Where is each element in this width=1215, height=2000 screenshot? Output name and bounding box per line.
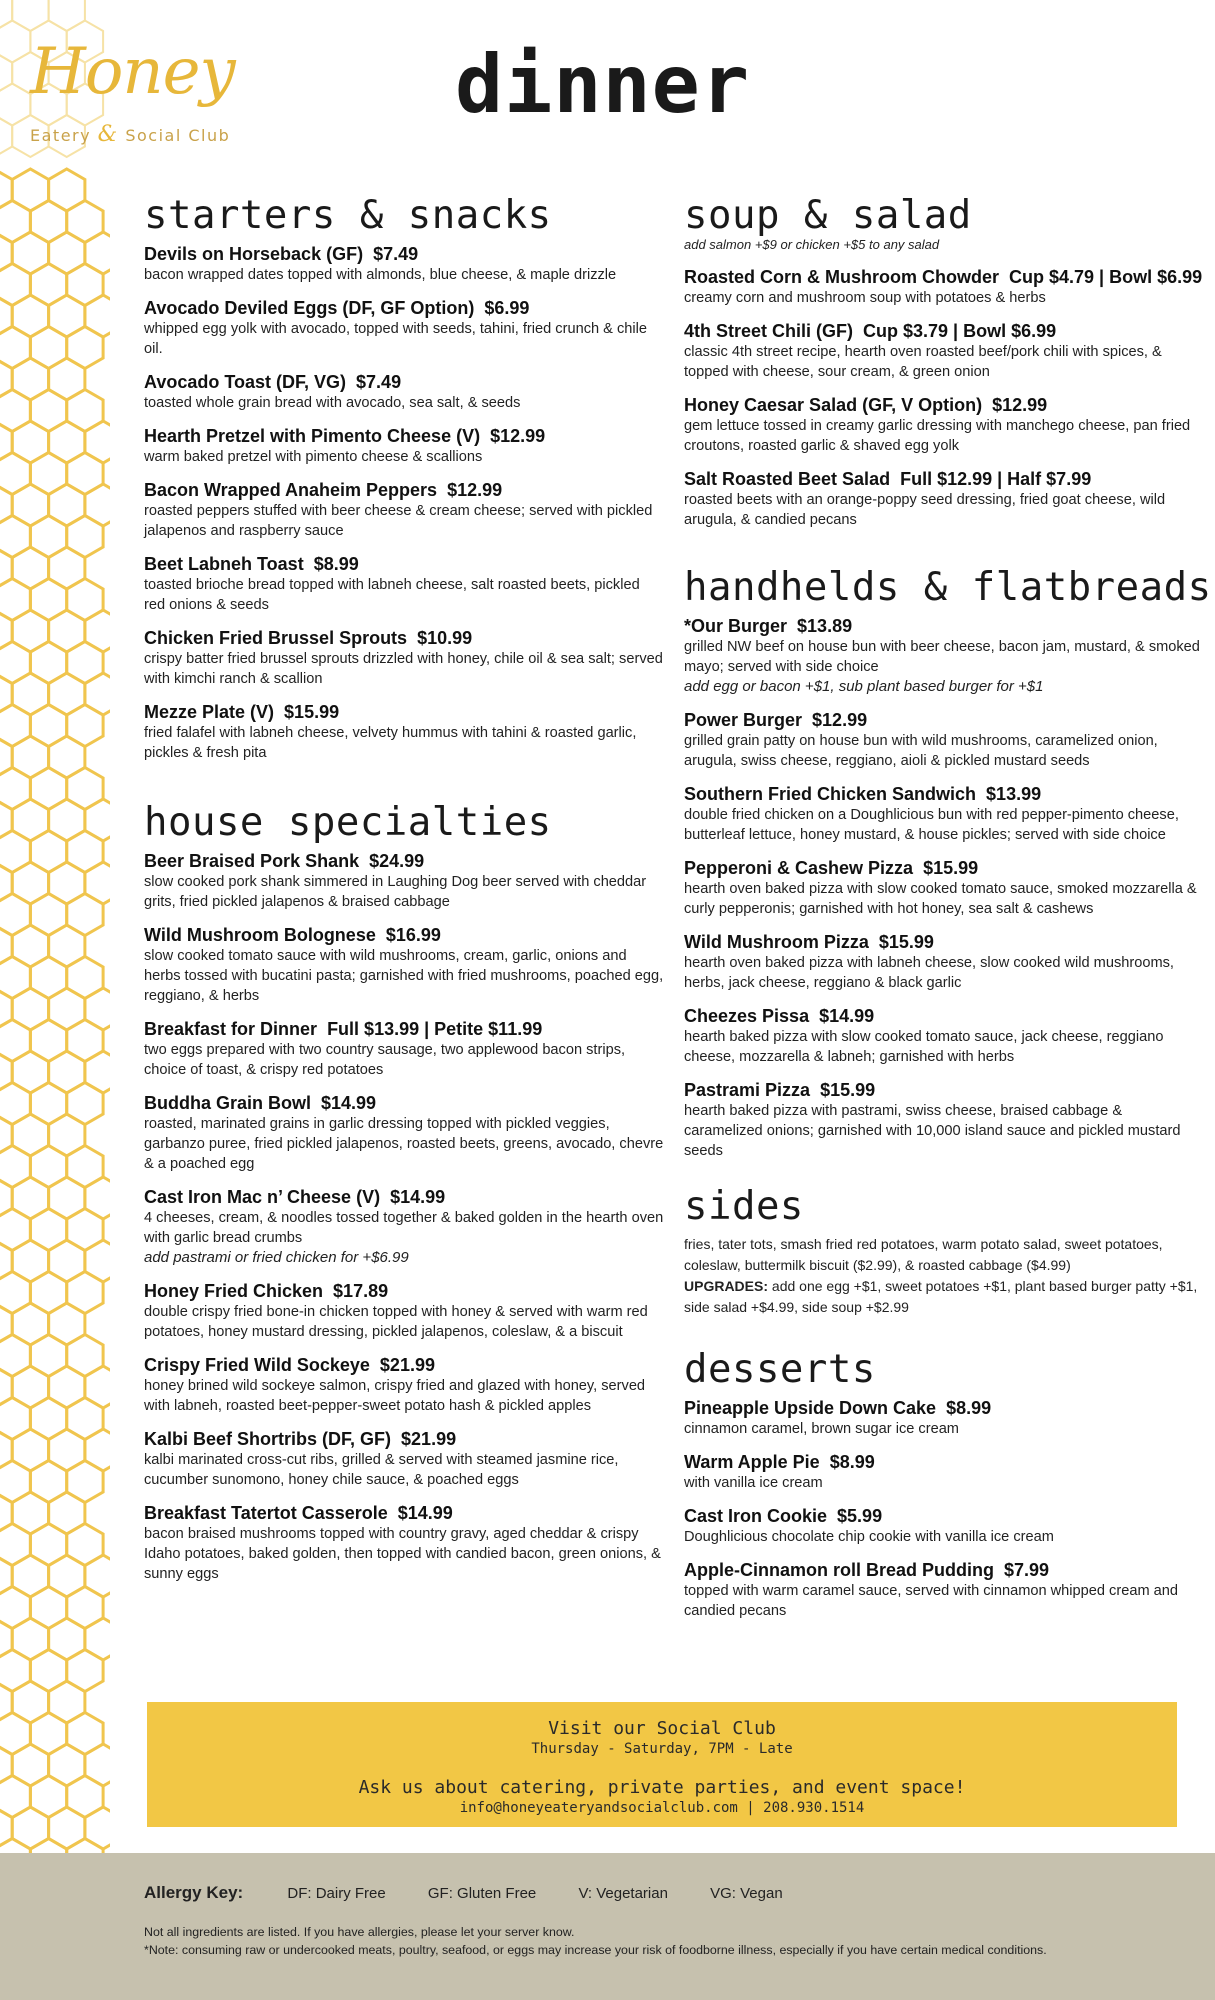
menu-item [684,468,1204,530]
honeycomb-cell [85,232,110,274]
menu-item-heading [144,924,664,946]
menu-item-price: $14.99 [397,1503,453,1523]
menu-item [684,931,1204,993]
menu-item-name: Cast Iron Mac n’ Cheese (V) [144,1187,381,1207]
logo-subtitle [30,122,230,147]
menu-item-heading [144,371,664,393]
menu-item-heading [144,627,664,649]
logo-script: Honey [30,35,235,109]
menu-item [684,1397,1204,1439]
allergy-key [144,1883,821,1903]
menu-item-name: Mezze Plate (V) [144,702,275,722]
menu-item-heading [144,1186,664,1208]
menu-item-name: Warm Apple Pie [684,1452,820,1472]
menu-item-price: $15.99 [878,932,934,952]
menu-item [144,243,664,285]
menu-item-name: Devils on Horseback (GF) [144,244,364,264]
menu-item-name: Pepperoni & Cashew Pizza [684,858,914,878]
banner-hours: Thursday - Saturday, 7PM - Late [531,1741,793,1757]
menu-item-description: two eggs prepared with two country sausage, two applewood bacon strips, choice of toast, & crispy red potatoes [144,1042,626,1078]
menu-item-name: Beet Labneh Toast [144,554,304,574]
menu-item-heading [144,243,664,265]
menu-item-description: bacon braised mushrooms topped with country gravy, aged cheddar & crispy Idaho potatoes, baked golden, then topped with candied bacon, green onions, & sunny eggs [144,1526,661,1582]
page-title: dinner [455,38,750,131]
menu-item-addon: add egg or bacon +$1, sub plant based burger for +$1 [684,678,1044,695]
menu-item-heading [684,783,1204,805]
menu-item-name: Wild Mushroom Bolognese [144,925,376,945]
menu-item-name: Kalbi Beef Shortribs (DF, GF) [144,1429,392,1449]
menu-item-description: toasted brioche bread topped with labneh cheese, salt roasted beets, pickled red onions & seeds [144,577,640,613]
menu-item-name: Honey Fried Chicken [144,1281,324,1301]
menu-item-description: whipped egg yolk with avocado, topped with seeds, tahini, fried crunch & chile oil. [144,321,647,357]
menu-item-price: $14.99 [819,1006,875,1026]
banner-contact: info@honeyeateryandsocialclub.com | 208.930.1514 [459,1800,865,1816]
allergy-item: VG: Vegan [710,1885,783,1902]
menu-item [144,425,664,467]
disclaimer [144,1923,1047,1959]
menu-item-price: $13.89 [797,616,853,636]
menu-item-heading [144,1502,664,1524]
menu-item-heading [144,850,664,872]
menu-item [144,1280,664,1342]
menu-item-description: bacon wrapped dates topped with almonds, blue cheese, & maple drizzle [144,267,617,283]
banner-headline: Visit our Social Club [548,1718,776,1739]
menu-item-price: $8.99 [829,1452,875,1472]
menu-item-description: fried falafel with labneh cheese, velvety hummus with tahini & roasted garlic, pickles & fresh pita [144,725,637,761]
menu-item [684,709,1204,771]
honeycomb-cell [85,1618,110,1660]
menu-item-name: Chicken Fried Brussel Sprouts [144,628,408,648]
menu-item-addon: add pastrami or fried chicken for +$6.99 [144,1249,409,1266]
menu-item-name: Power Burger [684,710,803,730]
menu-item-price: $6.99 [484,298,530,318]
upgrades-list: add one egg +$1, sweet potatoes +$1, plant based burger patty +$1, side salad +$4.99, side soup +$2.99 [684,1278,1198,1315]
honeycomb-cell [85,1240,110,1282]
menu-item-heading [684,709,1204,731]
menu-item-heading [684,1451,1204,1473]
section-title: sides [684,1184,804,1229]
menu-item-price: Cup $4.79 | Bowl $6.99 [1009,267,1203,287]
menu-item [684,615,1204,697]
menu-item-heading [684,1079,1204,1101]
menu-item-heading [684,394,1204,416]
menu-item-heading [684,857,1204,879]
desserts-section [684,1347,1204,1621]
menu-item [684,1005,1204,1067]
honeycomb-cell [85,1744,110,1786]
menu-item [144,479,664,541]
menu-item [684,1079,1204,1161]
section-title: desserts [684,1347,876,1392]
menu-item-description: roasted peppers stuffed with beer cheese & cream cheese; served with pickled jalapenos and raspberry sauce [144,503,653,539]
menu-item [144,371,664,413]
menu-item-description: grilled NW beef on house bun with beer cheese, bacon jam, mustard, & smoked mayo; served with side choice [684,639,1200,675]
menu-item-price: $12.99 [447,480,503,500]
allergy-key-label: Allergy Key: [144,1883,244,1902]
menu-item-heading [684,320,1204,342]
menu-item-name: Wild Mushroom Pizza [684,932,869,952]
logo-ampersand: & [97,122,119,147]
menu-item-description: hearth baked pizza with pastrami, swiss cheese, braised cabbage & caramelized onions; garnished with 10,000 island sauce and pickled mustard seeds [684,1103,1181,1159]
menu-item-heading [144,553,664,575]
menu-item-description: hearth baked pizza with slow cooked tomato sauce, jack cheese, reggiano cheese, mozzarella & labneh; garnished with herbs [684,1029,1164,1065]
allergy-item: DF: Dairy Free [287,1885,386,1902]
menu-item-heading [144,1092,664,1114]
sides-section [684,1184,1204,1318]
section-title: soup & salad [684,193,972,238]
menu-item-heading [684,1005,1204,1027]
menu-item-description: hearth oven baked pizza with slow cooked tomato sauce, smoked mozzarella & curly pepperonis; garnished with hot honey, sea salt & cashews [684,881,1197,917]
menu-item-description: 4 cheeses, cream, & noodles tossed together & baked golden in the hearth oven with garlic bread crumbs [144,1210,664,1246]
honeycomb-cell [85,1555,110,1597]
menu-item-price: $8.99 [946,1398,992,1418]
menu-item-heading [684,615,1204,637]
menu-item-price: $7.49 [373,244,419,264]
menu-item-price: $21.99 [401,1429,457,1449]
menu-item-price: $15.99 [923,858,979,878]
honeycomb-cell [85,295,110,337]
menu-item [684,1451,1204,1493]
menu-item [144,1354,664,1416]
menu-item [684,394,1204,456]
menu-item-name: *Our Burger [684,616,788,636]
menu-item-description: toasted whole grain bread with avocado, sea salt, & seeds [144,395,521,411]
house-specialties-section [144,800,664,1584]
left-column [144,193,664,1596]
honeycomb-decoration [0,0,110,2000]
honey-logo [30,32,245,152]
handhelds-section [684,565,1212,1161]
menu-item-heading [144,1354,664,1376]
menu-item-description: Doughlicious chocolate chip cookie with vanilla ice cream [684,1529,1054,1545]
menu-item [144,924,664,1006]
menu-list [684,615,1204,1161]
menu-item-name: Apple-Cinnamon roll Bread Pudding [684,1560,994,1580]
menu-item-name: Avocado Deviled Eggs (DF, GF Option) [144,298,475,318]
honeycomb-cell [0,21,30,63]
menu-item-name: Roasted Corn & Mushroom Chowder [684,267,1000,287]
menu-item-price: $17.89 [333,1281,389,1301]
sides-description [684,1234,1204,1318]
allergy-note: Not all ingredients are listed. If you have allergies, please let your server know. [144,1925,575,1939]
menu-item-price: Full $12.99 | Half $7.99 [900,469,1092,489]
menu-item-heading [144,425,664,447]
menu-item-price: $16.99 [385,925,441,945]
menu-list [684,1397,1204,1621]
menu-item-heading [144,701,664,723]
honeycomb-cell [0,115,12,157]
honeycomb-cell [85,1177,110,1219]
soup-salad-section [684,193,1204,530]
logo-sub-right: Social Club [125,126,231,145]
right-column [684,193,1212,1633]
honeycomb-cell [85,610,110,652]
upgrades-label: UPGRADES: [684,1278,769,1294]
menu-item [144,297,664,359]
menu-item-price: $12.99 [490,426,546,446]
menu-item-price: Cup $3.79 | Bowl $6.99 [863,321,1057,341]
menu-item-heading [144,1428,664,1450]
menu-item-name: Beer Braised Pork Shank [144,851,360,871]
footer [0,1853,1215,2000]
menu-item-price: $5.99 [837,1506,883,1526]
menu-item-name: Breakfast Tatertot Casserole [144,1503,388,1523]
menu-item-price: $12.99 [992,395,1048,415]
menu-item-name: Hearth Pretzel with Pimento Cheese (V) [144,426,481,446]
menu-item-heading [684,931,1204,953]
menu-item-description: crispy batter fried brussel sprouts drizzled with honey, chile oil & sea salt; served with kimchi ranch & scallion [144,651,663,687]
honeycomb-cell [49,0,85,31]
menu-item-description: slow cooked pork shank simmered in Laughing Dog beer served with cheddar grits, fried pickled jalapenos & braised cabbage [144,874,647,910]
menu-item-name: Pastrami Pizza [684,1080,811,1100]
menu-item [144,850,664,912]
menu-item-name: Bacon Wrapped Anaheim Peppers [144,480,438,500]
menu-item [144,627,664,689]
honeycomb-cell [85,1366,110,1408]
menu-item-heading [144,479,664,501]
honeycomb-cell [12,0,48,31]
menu-item-description: double fried chicken on a Doughlicious bun with red pepper-pimento cheese, butterleaf lettuce, honey mustard, & house pickles; served with side choice [684,807,1179,843]
menu-item-name: Cheezes Pissa [684,1006,810,1026]
banner-catering: Ask us about catering, private parties, and event space! [358,1777,966,1798]
section-title: starters & snacks [144,193,552,238]
menu-item-heading [144,297,664,319]
menu-item [144,1092,664,1174]
honeycomb-cell [85,1429,110,1471]
menu-item-description: roasted beets with an orange-poppy seed dressing, fried goat cheese, wild arugula, & candied pecans [684,492,1166,528]
honeycomb-cell [85,1807,110,1849]
honeycomb-cell [85,1051,110,1093]
menu-item-description: kalbi marinated cross-cut ribs, grilled & served with steamed jasmine rice, cucumber sunomono, honey chile sauce, & poached eggs [144,1452,619,1488]
menu-item-price: $14.99 [390,1187,446,1207]
menu-item-heading [684,468,1204,490]
menu-item-heading [144,1280,664,1302]
menu-item-description: warm baked pretzel with pimento cheese & scallions [144,449,483,465]
honeycomb-cell [85,673,110,715]
menu-list [684,266,1204,530]
menu-item-description: gem lettuce tossed in creamy garlic dressing with manchego cheese, pan fried croutons, roasted garlic & shaved egg yolk [684,418,1191,454]
menu-item-description: honey brined wild sockeye salmon, crispy fried and glazed with honey, served with labneh, roasted beet-pepper-sweet potato hash & pickled apples [144,1378,646,1414]
menu-item [684,783,1204,845]
menu-item-heading [684,1559,1204,1581]
menu-item-description: with vanilla ice cream [684,1475,823,1491]
menu-item-price: $13.99 [986,784,1042,804]
salad-addon-note: add salmon +$9 or chicken +$5 to any salad [684,237,940,252]
menu-item-heading [684,266,1204,288]
honeycomb-cell [85,988,110,1030]
menu-item-price: $7.99 [1004,1560,1050,1580]
starters-section [144,193,664,763]
menu-item-name: Cast Iron Cookie [684,1506,828,1526]
allergy-item: GF: Gluten Free [427,1885,537,1902]
food-safety-note: *Note: consuming raw or undercooked meats, poultry, seafood, or eggs may increase your risk of foodborne illness, especially if you have certain medical conditions. [144,1943,1047,1957]
allergy-item: V: Vegetarian [578,1885,668,1902]
social-club-banner [147,1702,1177,1827]
menu-item [684,320,1204,382]
menu-list [144,243,664,763]
menu-item-description: hearth oven baked pizza with labneh cheese, slow cooked wild mushrooms, herbs, jack cheese, reggiano & black garlic [684,955,1174,991]
honeycomb-cell [0,84,30,126]
menu-item-price: $10.99 [417,628,473,648]
section-title: handhelds & flatbreads [684,565,1212,610]
menu-item [684,266,1204,308]
menu-item [684,1559,1204,1621]
menu-item-name: Honey Caesar Salad (GF, V Option) [684,395,983,415]
menu-item-description: grilled grain patty on house bun with wild mushrooms, caramelized onion, arugula, swiss cheese, reggiano, aioli & pickled mustard seeds [684,733,1158,769]
honeycomb-cell [85,799,110,841]
menu-item-name: Avocado Toast (DF, VG) [144,372,347,392]
menu-item-heading [684,1397,1204,1419]
menu-list [144,850,664,1584]
menu-item-name: Southern Fried Chicken Sandwich [684,784,977,804]
menu-item-heading [684,1505,1204,1527]
menu-item-description: double crispy fried bone-in chicken topped with honey & served with warm red potatoes, honey mustard dressing, pickled jalapenos, coleslaw, & a biscuit [144,1304,648,1340]
menu-item-price: $12.99 [812,710,868,730]
menu-item-description: cinnamon caramel, brown sugar ice cream [684,1421,959,1437]
menu-item-description: slow cooked tomato sauce with wild mushrooms, cream, garlic, onions and herbs tossed with bucatini pasta; garnished with fried mushrooms, poached egg, reggiano, & herbs [144,948,664,1004]
menu-item-name: 4th Street Chili (GF) [684,321,854,341]
menu-item-name: Breakfast for Dinner [144,1019,318,1039]
menu-item-name: Crispy Fried Wild Sockeye [144,1355,370,1375]
menu-item [144,1428,664,1490]
section-title: house specialties [144,800,552,845]
menu-item [144,1186,664,1268]
menu-item [684,857,1204,919]
menu-item-description: creamy corn and mushroom soup with potatoes & herbs [684,290,1046,306]
menu-item [144,1018,664,1080]
menu-item [144,701,664,763]
menu-item [144,1502,664,1584]
menu-item-price: $15.99 [284,702,340,722]
menu-item-description: classic 4th street recipe, hearth oven roasted beef/pork chili with spices, & topped with cheese, sour cream, & green onion [684,344,1162,380]
menu-item [684,1505,1204,1547]
honeycomb-cell [85,484,110,526]
menu-item-price: $15.99 [820,1080,876,1100]
menu-item-price: $14.99 [321,1093,377,1113]
menu-item-description: roasted, marinated grains in garlic dressing topped with pickled veggies, garbanzo puree, fried pickled jalapenos, roasted beets, greens, avocado, chevre & a poached egg [144,1116,664,1172]
menu-item-price: $8.99 [313,554,359,574]
sides-list: fries, tater tots, smash fried red potatoes, warm potato salad, sweet potatoes, coleslaw, buttermilk biscuit ($2.99), & roasted cabbage ($4.99) [684,1236,1163,1273]
menu-item-name: Pineapple Upside Down Cake [684,1398,937,1418]
menu-item-name: Buddha Grain Bowl [144,1093,312,1113]
menu-item-heading [144,1018,664,1040]
menu-item-price: $7.49 [356,372,402,392]
menu-item [144,553,664,615]
menu-item-description: topped with warm caramel sauce, served with cinnamon whipped cream and candied pecans [684,1583,1178,1619]
honeycomb-cell [85,862,110,904]
logo-sub-left: Eatery [30,126,92,145]
honeycomb-cell [85,421,110,463]
menu-item-price: Full $13.99 | Petite $11.99 [327,1019,543,1039]
menu-item-name: Salt Roasted Beet Salad [684,469,891,489]
menu-item-price: $24.99 [369,851,425,871]
menu-item-price: $21.99 [379,1355,435,1375]
